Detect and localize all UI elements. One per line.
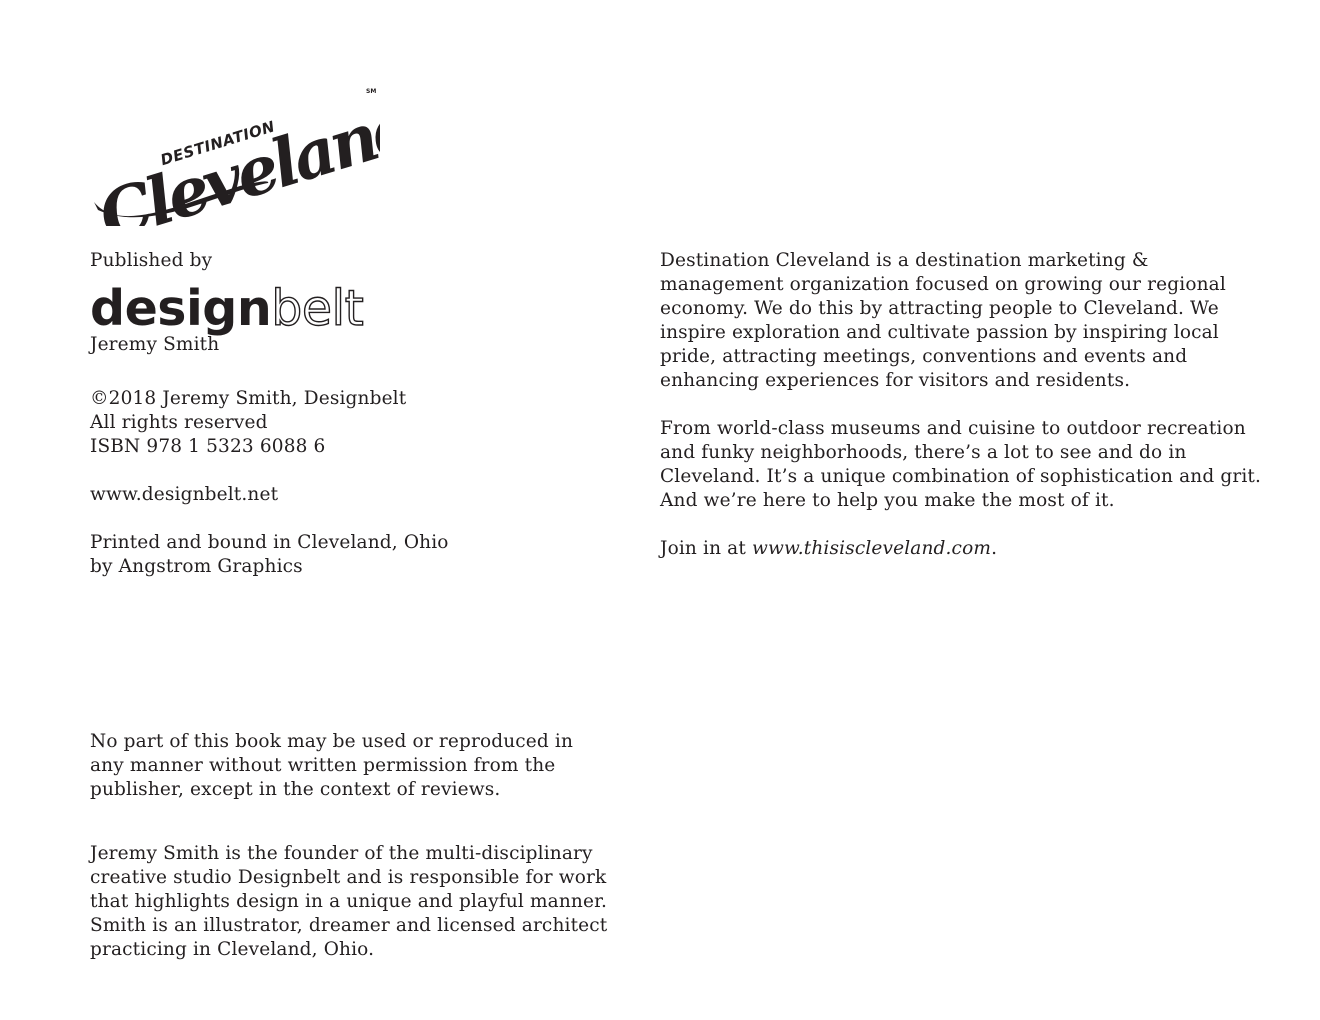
printed-line-2: by Angstrom Graphics xyxy=(90,556,303,577)
website-link[interactable]: www.designbelt.net xyxy=(90,484,279,505)
author-bio-paragraph: Jeremy Smith is the founder of the multi-disciplinary creative studio Designbelt and is responsible for work that highlights design in a unique and playful manner. Smith is an illustrator, dreamer and licensed architect practicing in Cleveland, Ohio. xyxy=(90,843,608,960)
destination-cleveland-logo-graphic xyxy=(90,84,380,226)
isbn-line: ISBN 978 1 5323 6088 6 xyxy=(90,436,326,457)
join-suffix: . xyxy=(991,538,998,559)
designbelt-logo-bold: design xyxy=(90,280,272,337)
logo-service-mark: SM xyxy=(366,88,377,95)
designbelt-logo-outline: belt xyxy=(271,280,364,337)
designbelt-logo xyxy=(90,280,364,337)
rights-block xyxy=(90,387,610,579)
join-line xyxy=(660,537,1270,561)
about-destination-cleveland xyxy=(660,249,1270,561)
logo-destination-text: DESTINATION xyxy=(158,117,278,170)
disclaimer-paragraph: No part of this book may be used or reproduced in any manner without written permission from the publisher, except in the context of reviews. xyxy=(90,731,574,800)
logo-cleveland-text: Cleveland xyxy=(90,85,380,226)
cleveland-website-link[interactable]: www.thisiscleveland.com xyxy=(751,538,992,559)
rights-reserved-line: All rights reserved xyxy=(90,412,268,433)
about-paragraph-2: From world-class museums and cuisine to outdoor recreation and funky neighborhoods, there’s a lot to see and do in Cleveland. It’s a unique combination of sophistication and grit. And we’re here to help you make the most of it. xyxy=(660,418,1262,511)
copyright-line: ©2018 Jeremy Smith, Designbelt xyxy=(90,388,407,409)
destination-cleveland-logo xyxy=(90,84,380,226)
about-paragraph-1: Destination Cleveland is a destination marketing & management organization focused on growing our regional economy. We do this by attracting people to Cleveland. We inspire exploration and cultivate passion by inspiring local pride, attracting meetings, conventions and events and enhancing experiences for visitors and residents. xyxy=(660,250,1226,391)
join-prefix: Join in at xyxy=(660,538,752,559)
printed-line-1: Printed and bound in Cleveland, Ohio xyxy=(90,532,449,553)
author-name: Jeremy Smith xyxy=(90,334,220,355)
published-by-label: Published by xyxy=(90,250,213,271)
